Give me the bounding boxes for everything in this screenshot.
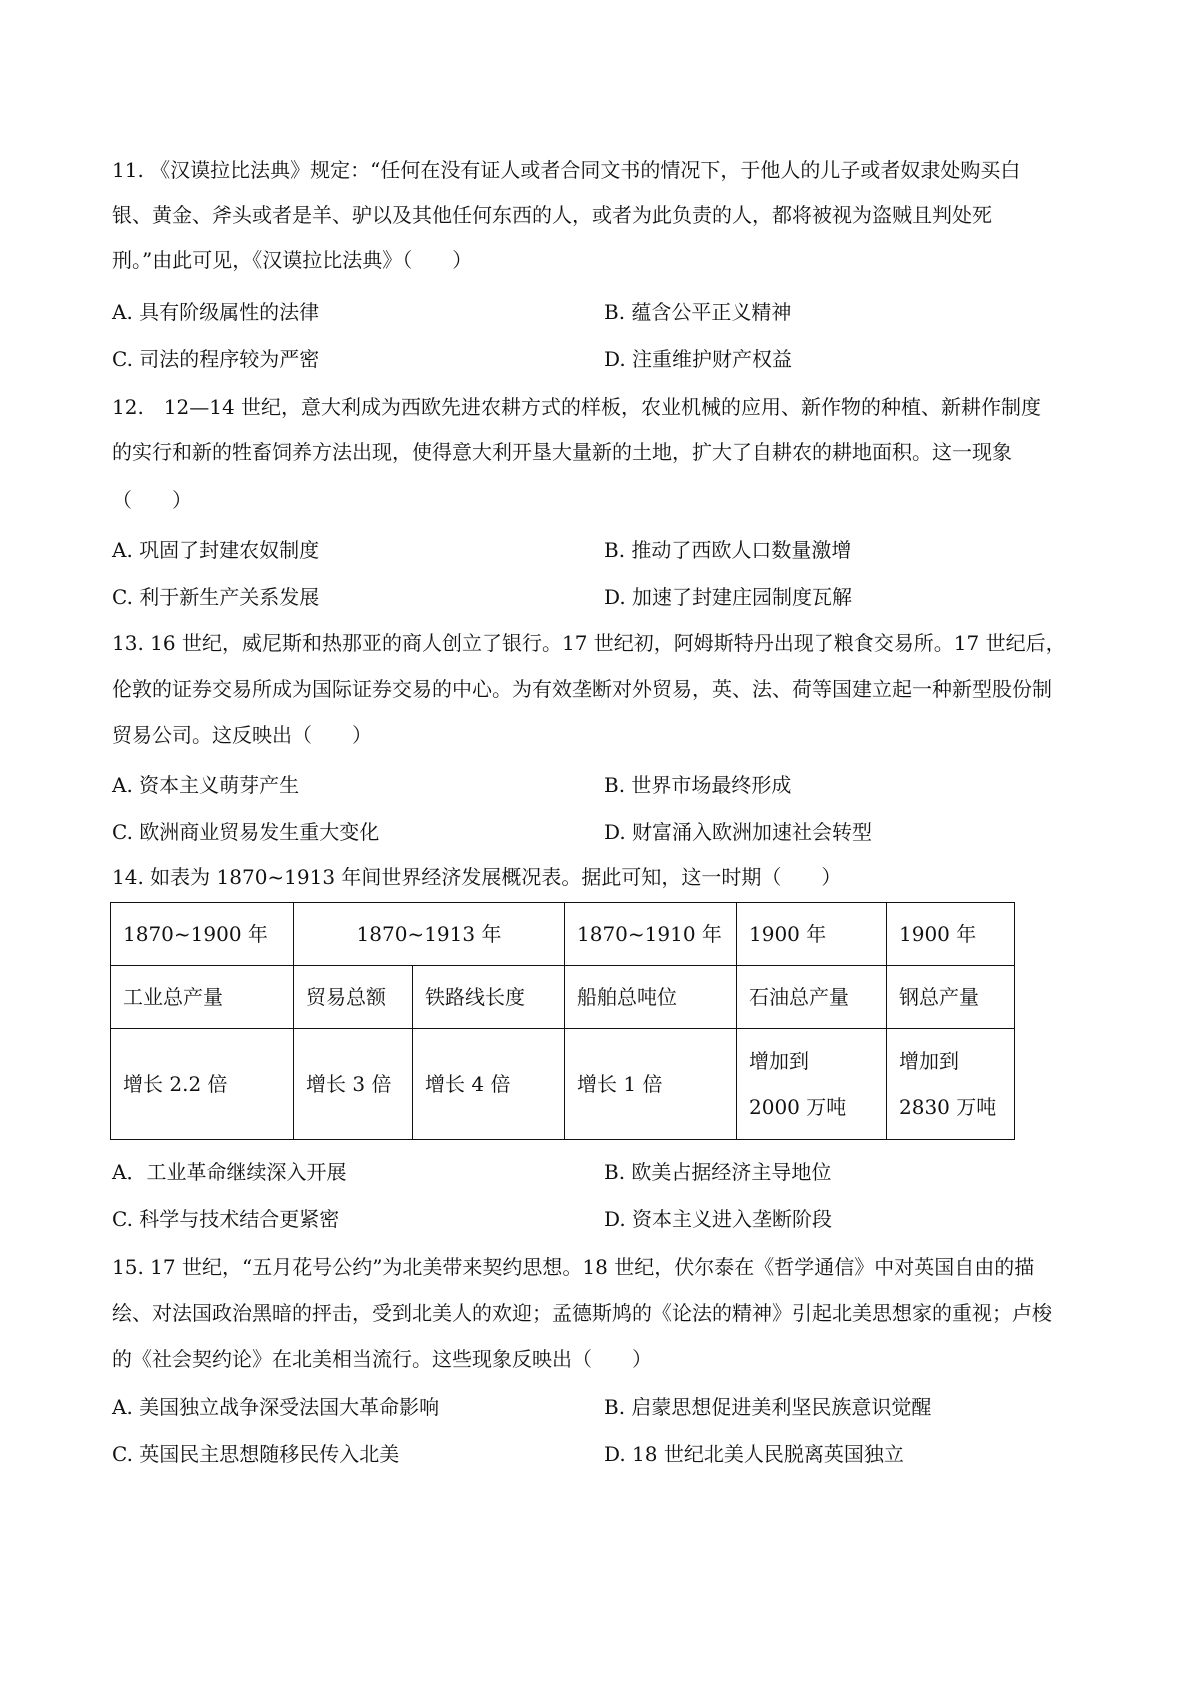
q11-option-b: B. 蕴含公平正义精神 — [604, 300, 792, 324]
q11-option-d: D. 注重维护财产权益 — [604, 347, 793, 371]
q13-stem-line-2: 伦敦的证券交易所成为国际证券交易的中心。为有效垄断对外贸易，英、法、荷等国建立起一种新型股份制 — [112, 677, 1052, 701]
q15-stem-line-3: 的《社会契约论》在北美相当流行。这些现象反映出（ ） — [112, 1347, 652, 1371]
q15-option-c: C. 英国民主思想随移民传入北美 — [112, 1442, 400, 1466]
q12-stem-line-3: （ ） — [112, 488, 192, 512]
table-row — [111, 966, 1015, 1029]
q12-option-a: A. 巩固了封建农奴制度 — [112, 538, 320, 562]
q12-option-c: C. 利于新生产关系发展 — [112, 585, 320, 609]
table-cell: 1870~1913 年 — [294, 903, 565, 966]
steel-label: 增加到 — [899, 1049, 959, 1073]
q13-option-b: B. 世界市场最终形成 — [604, 773, 792, 797]
q12-stem-line-2: 的实行和新的牲畜饲养方法出现，使得意大利开垦大量新的土地，扩大了自耕农的耕地面积。这一现象 — [112, 440, 1012, 464]
q11-option-c: C. 司法的程序较为严密 — [112, 347, 320, 371]
q11-stem-line-2: 银、黄金、斧头或者是羊、驴以及其他任何东西的人，或者为此负责的人，都将被视为盗贼且判处死 — [112, 203, 992, 227]
q12-stem-line-1: 12. 12—14 世纪，意大利成为西欧先进农耕方式的样板，农业机械的应用、新作物的种植、新耕作制度 — [112, 395, 1042, 419]
oil-label: 增加到 — [749, 1049, 809, 1073]
q14-option-c: C. 科学与技术结合更紧密 — [112, 1207, 340, 1231]
q11-option-a: A. 具有阶级属性的法律 — [112, 300, 320, 324]
q11-stem-line-3: 刑。”由此可见，《汉谟拉比法典》（ ） — [112, 248, 473, 272]
table-cell: 铁路线长度 — [413, 966, 565, 1029]
oil-value: 2000 万吨 — [749, 1095, 847, 1119]
q13-option-a: A. 资本主义萌芽产生 — [112, 773, 300, 797]
q15-stem-line-1: 15. 17 世纪，“五月花号公约”为北美带来契约思想。18 世纪，伏尔泰在《哲学通信》中对英国自由的描 — [112, 1255, 1035, 1279]
table-cell: 增长 2.2 倍 — [111, 1029, 294, 1140]
table-row — [111, 1029, 1015, 1140]
q13-option-d: D. 财富涌入欧洲加速社会转型 — [604, 820, 873, 844]
q12-option-b: B. 推动了西欧人口数量激增 — [604, 538, 852, 562]
table-cell: 工业总产量 — [111, 966, 294, 1029]
q11-stem-line-1: 11. 《汉谟拉比法典》规定：“任何在没有证人或者合同文书的情况下，于他人的儿子或者奴隶处购买白 — [112, 158, 1021, 182]
table-row — [111, 903, 1015, 966]
q15-option-b: B. 启蒙思想促进美利坚民族意识觉醒 — [604, 1395, 932, 1419]
q13-stem-line-3: 贸易公司。这反映出（ ） — [112, 723, 372, 747]
table-cell: 船舶总吨位 — [565, 966, 737, 1029]
table-cell: 1870~1910 年 — [565, 903, 737, 966]
q13-stem-line-1: 13. 16 世纪，威尼斯和热那亚的商人创立了银行。17 世纪初，阿姆斯特丹出现了粮食交易所。17 世纪后， — [112, 631, 1066, 655]
table-cell: 1870~1900 年 — [111, 903, 294, 966]
q15-option-d: D. 18 世纪北美人民脱离英国独立 — [604, 1442, 904, 1466]
table-cell-steel — [887, 1029, 1015, 1140]
table-cell: 增长 3 倍 — [294, 1029, 413, 1140]
table-cell-oil — [737, 1029, 887, 1140]
q15-option-a: A. 美国独立战争深受法国大革命影响 — [112, 1395, 440, 1419]
table-cell: 增长 1 倍 — [565, 1029, 737, 1140]
table-cell: 钢总产量 — [887, 966, 1015, 1029]
table-cell: 石油总产量 — [737, 966, 887, 1029]
table-cell: 1900 年 — [737, 903, 887, 966]
q13-option-c: C. 欧洲商业贸易发生重大变化 — [112, 820, 380, 844]
q12-option-d: D. 加速了封建庄园制度瓦解 — [604, 585, 853, 609]
q14-stem-line-1: 14. 如表为 1870~1913 年间世界经济发展概况表。据此可知，这一时期（ ） — [112, 865, 842, 889]
economy-table — [110, 902, 1015, 1140]
table-cell: 增长 4 倍 — [413, 1029, 565, 1140]
q14-option-d: D. 资本主义进入垄断阶段 — [604, 1207, 833, 1231]
q14-option-a: A．工业革命继续深入开展 — [112, 1160, 347, 1184]
q15-stem-line-2: 绘、对法国政治黑暗的抨击，受到北美人的欢迎；孟德斯鸠的《论法的精神》引起北美思想家的重视；卢梭 — [112, 1301, 1052, 1325]
table-cell: 1900 年 — [887, 903, 1015, 966]
q14-option-b: B. 欧美占据经济主导地位 — [604, 1160, 832, 1184]
steel-value: 2830 万吨 — [899, 1095, 997, 1119]
table-cell: 贸易总额 — [294, 966, 413, 1029]
